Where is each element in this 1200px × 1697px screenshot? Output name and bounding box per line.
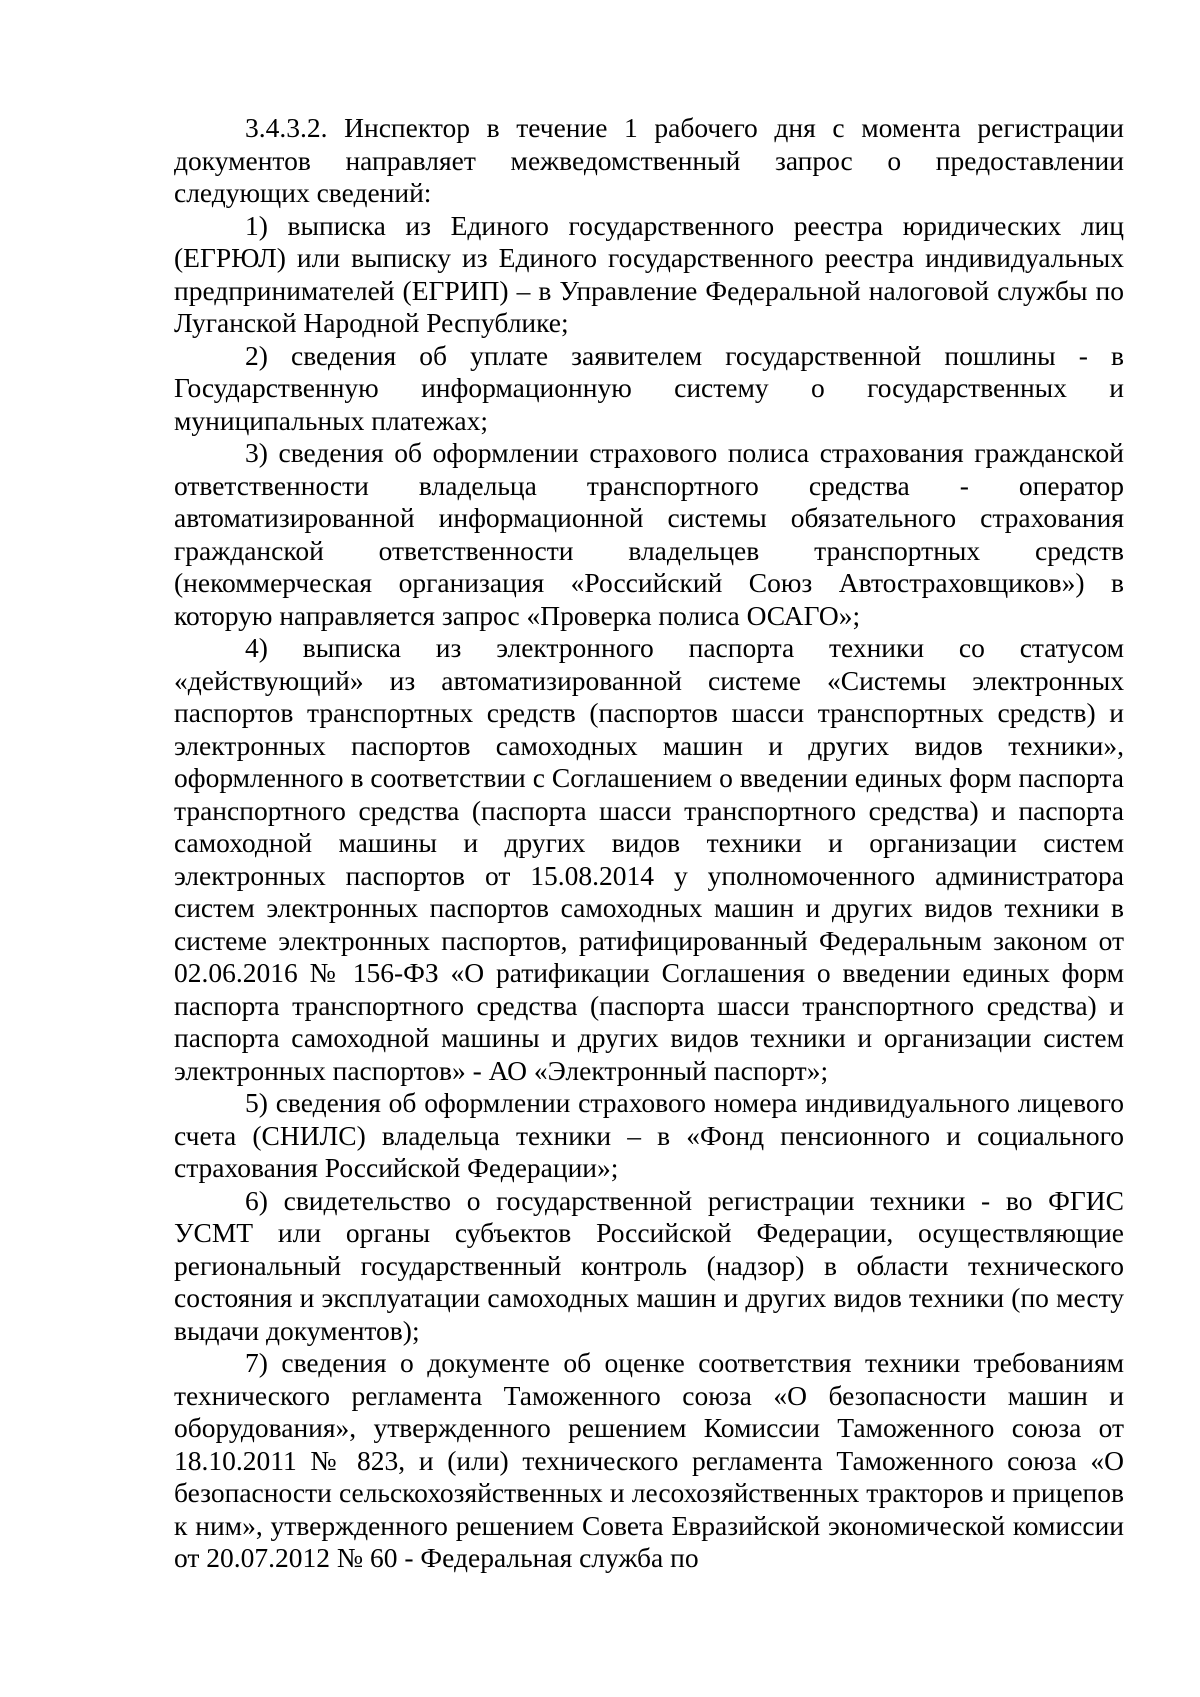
list-item-6-registration: 6) свидетельство о государственной регистрации техники - во ФГИС УСМТ или органы субъектов Российской Федерации, осуществляющие региональный государственный контроль (надзор) в области технического состояния и эксплуатации самоходных машин и других видов техники (по месту выдачи документов);: [174, 1184, 1124, 1346]
list-item-5-snils: 5) сведения об оформлении страхового номера индивидуального лицевого счета (СНИЛС) владельца техники – в «Фонд пенсионного и социального страхования Российской Федерации»;: [174, 1087, 1124, 1183]
document-body: [174, 112, 1124, 1575]
list-item-7-conformity: 7) сведения о документе об оценке соответствия техники требованиям технического регламента Таможенного союза «О безопасности машин и оборудования», утвержденного решением Комиссии Таможенного союза от 18.10.2011 № 823, и (или) технического регламента Таможенного союза «О безопасности сельскохозяйственных и лесохозяйственных тракторов и прицепов к ним», утвержденного решением Совета Евразийской экономической комиссии от 20.07.2012 № 60 - Федеральная служба по: [174, 1347, 1124, 1573]
list-item-4-electronic-passport: 4) выписка из электронного паспорта техники со статусом «действующий» из автоматизированной системе «Системы электронных паспортов транспортных средств (паспортов шасси транспортных средств) и электронных паспортов самоходных машин и других видов техники», оформленного в соответствии с Соглашением о введении единых форм паспорта транспортного средства (паспорта шасси транспортного средства) и паспорта самоходной машины и других видов техники и организации систем электронных паспортов от 15.08.2014 у уполномоченного администратора систем электронных паспортов самоходных машин и других видов техники в системе электронных паспортов, ратифицированный Федеральным законом от 02.06.2016 № 156-ФЗ «О ратификации Соглашения о введении единых форм паспорта транспортного средства (паспорта шасси транспортного средства) и паспорта самоходной машины и других видов техники и организации систем электронных паспортов» - АО «Электронный паспорт»;: [174, 632, 1124, 1086]
list-item-2-state-duty: 2) сведения об уплате заявителем государственной пошлины - в Государственную информационную систему о государственных и муниципальных платежах;: [174, 339, 1124, 436]
list-item-1-egrul: 1) выписка из Единого государственного реестра юридических лиц (ЕГРЮЛ) или выписку из Единого государственного реестра индивидуальных предпринимателей (ЕГРИП) – в Управление Федеральной налоговой службы по Луганской Народной Республике;: [174, 209, 1124, 338]
list-item-3-osago: 3) сведения об оформлении страхового полиса страхования гражданской ответственности владельца транспортного средства - оператор автоматизированной информационной системы обязательного страхования гражданской ответственности владельцев транспортных средств (некоммерческая организация «Российский Союз Автостраховщиков») в которую направляется запрос «Проверка полиса ОСАГО»;: [174, 437, 1124, 631]
paragraph-3-4-3-2: 3.4.3.2. Инспектор в течение 1 рабочего дня с момента регистрации документов направляет межведомственный запрос о предоставлении следующих сведений:: [174, 112, 1124, 208]
